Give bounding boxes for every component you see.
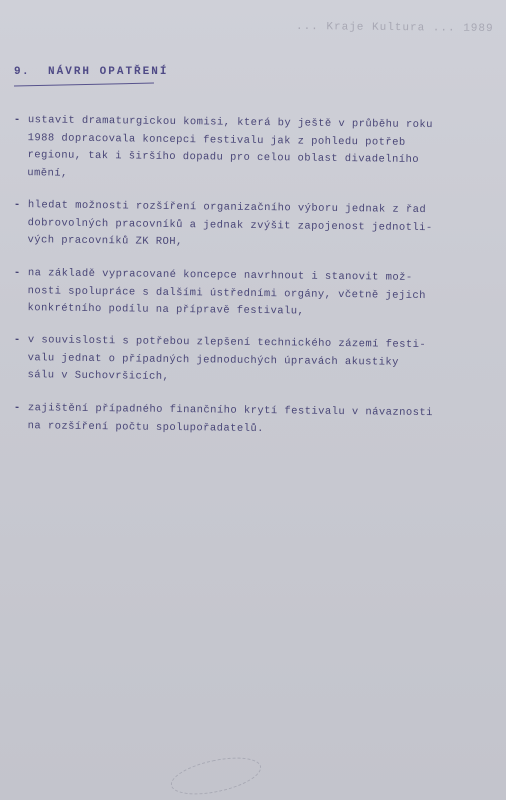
list-item	[13, 332, 484, 390]
section-heading	[14, 66, 168, 78]
bullet-dash: -	[13, 401, 21, 414]
paper-stain	[168, 751, 265, 800]
section-number: 9.	[14, 66, 31, 78]
list-item-text: zajištění případného finančního krytí festivalu v návaznosti na rozšíření počtu spolupořadatelů.	[27, 401, 434, 435]
bullet-dash: -	[13, 333, 21, 347]
bleed-through-text: ... Kraje Kultura ... 1989	[296, 20, 495, 36]
list-item	[14, 400, 484, 441]
measures-list	[14, 112, 484, 450]
list-item-text: v souvislosti s potřebou zlepšení technického zázemí festi- valu jednat o případných jednoduchých úpravách akustiky sálu v Suchovršicích,	[27, 334, 427, 383]
list-item	[13, 197, 484, 255]
list-item-text: na základě vypracované koncepce navrhnout i stanovit mož- nosti spolupráce s dalšími ústředními orgány, včetně jejich konkrétního podílu na přípravě festivalu,	[27, 266, 427, 318]
bullet-dash: -	[13, 113, 21, 127]
bullet-dash: -	[13, 266, 21, 279]
bullet-dash: -	[13, 198, 21, 212]
list-item	[13, 112, 484, 188]
list-item-text: hledat možnosti rozšíření organizačního výboru jednak z řad dobrovolných pracovníků a jednak zvýšit zapojenost jednotli- vých pracovníků ZK ROH,	[27, 199, 433, 249]
list-item-text: ustavit dramaturgickou komisi, která by ještě v průběhu roku 1988 dopracovala koncepci festivalu jak z pohledu potřeb regionu, tak i širšího dopadu pro celou oblast divadelního umění,	[27, 114, 434, 180]
list-item	[13, 265, 484, 323]
section-title: NÁVRH OPATŘENÍ	[48, 66, 169, 78]
heading-underline	[14, 83, 154, 87]
